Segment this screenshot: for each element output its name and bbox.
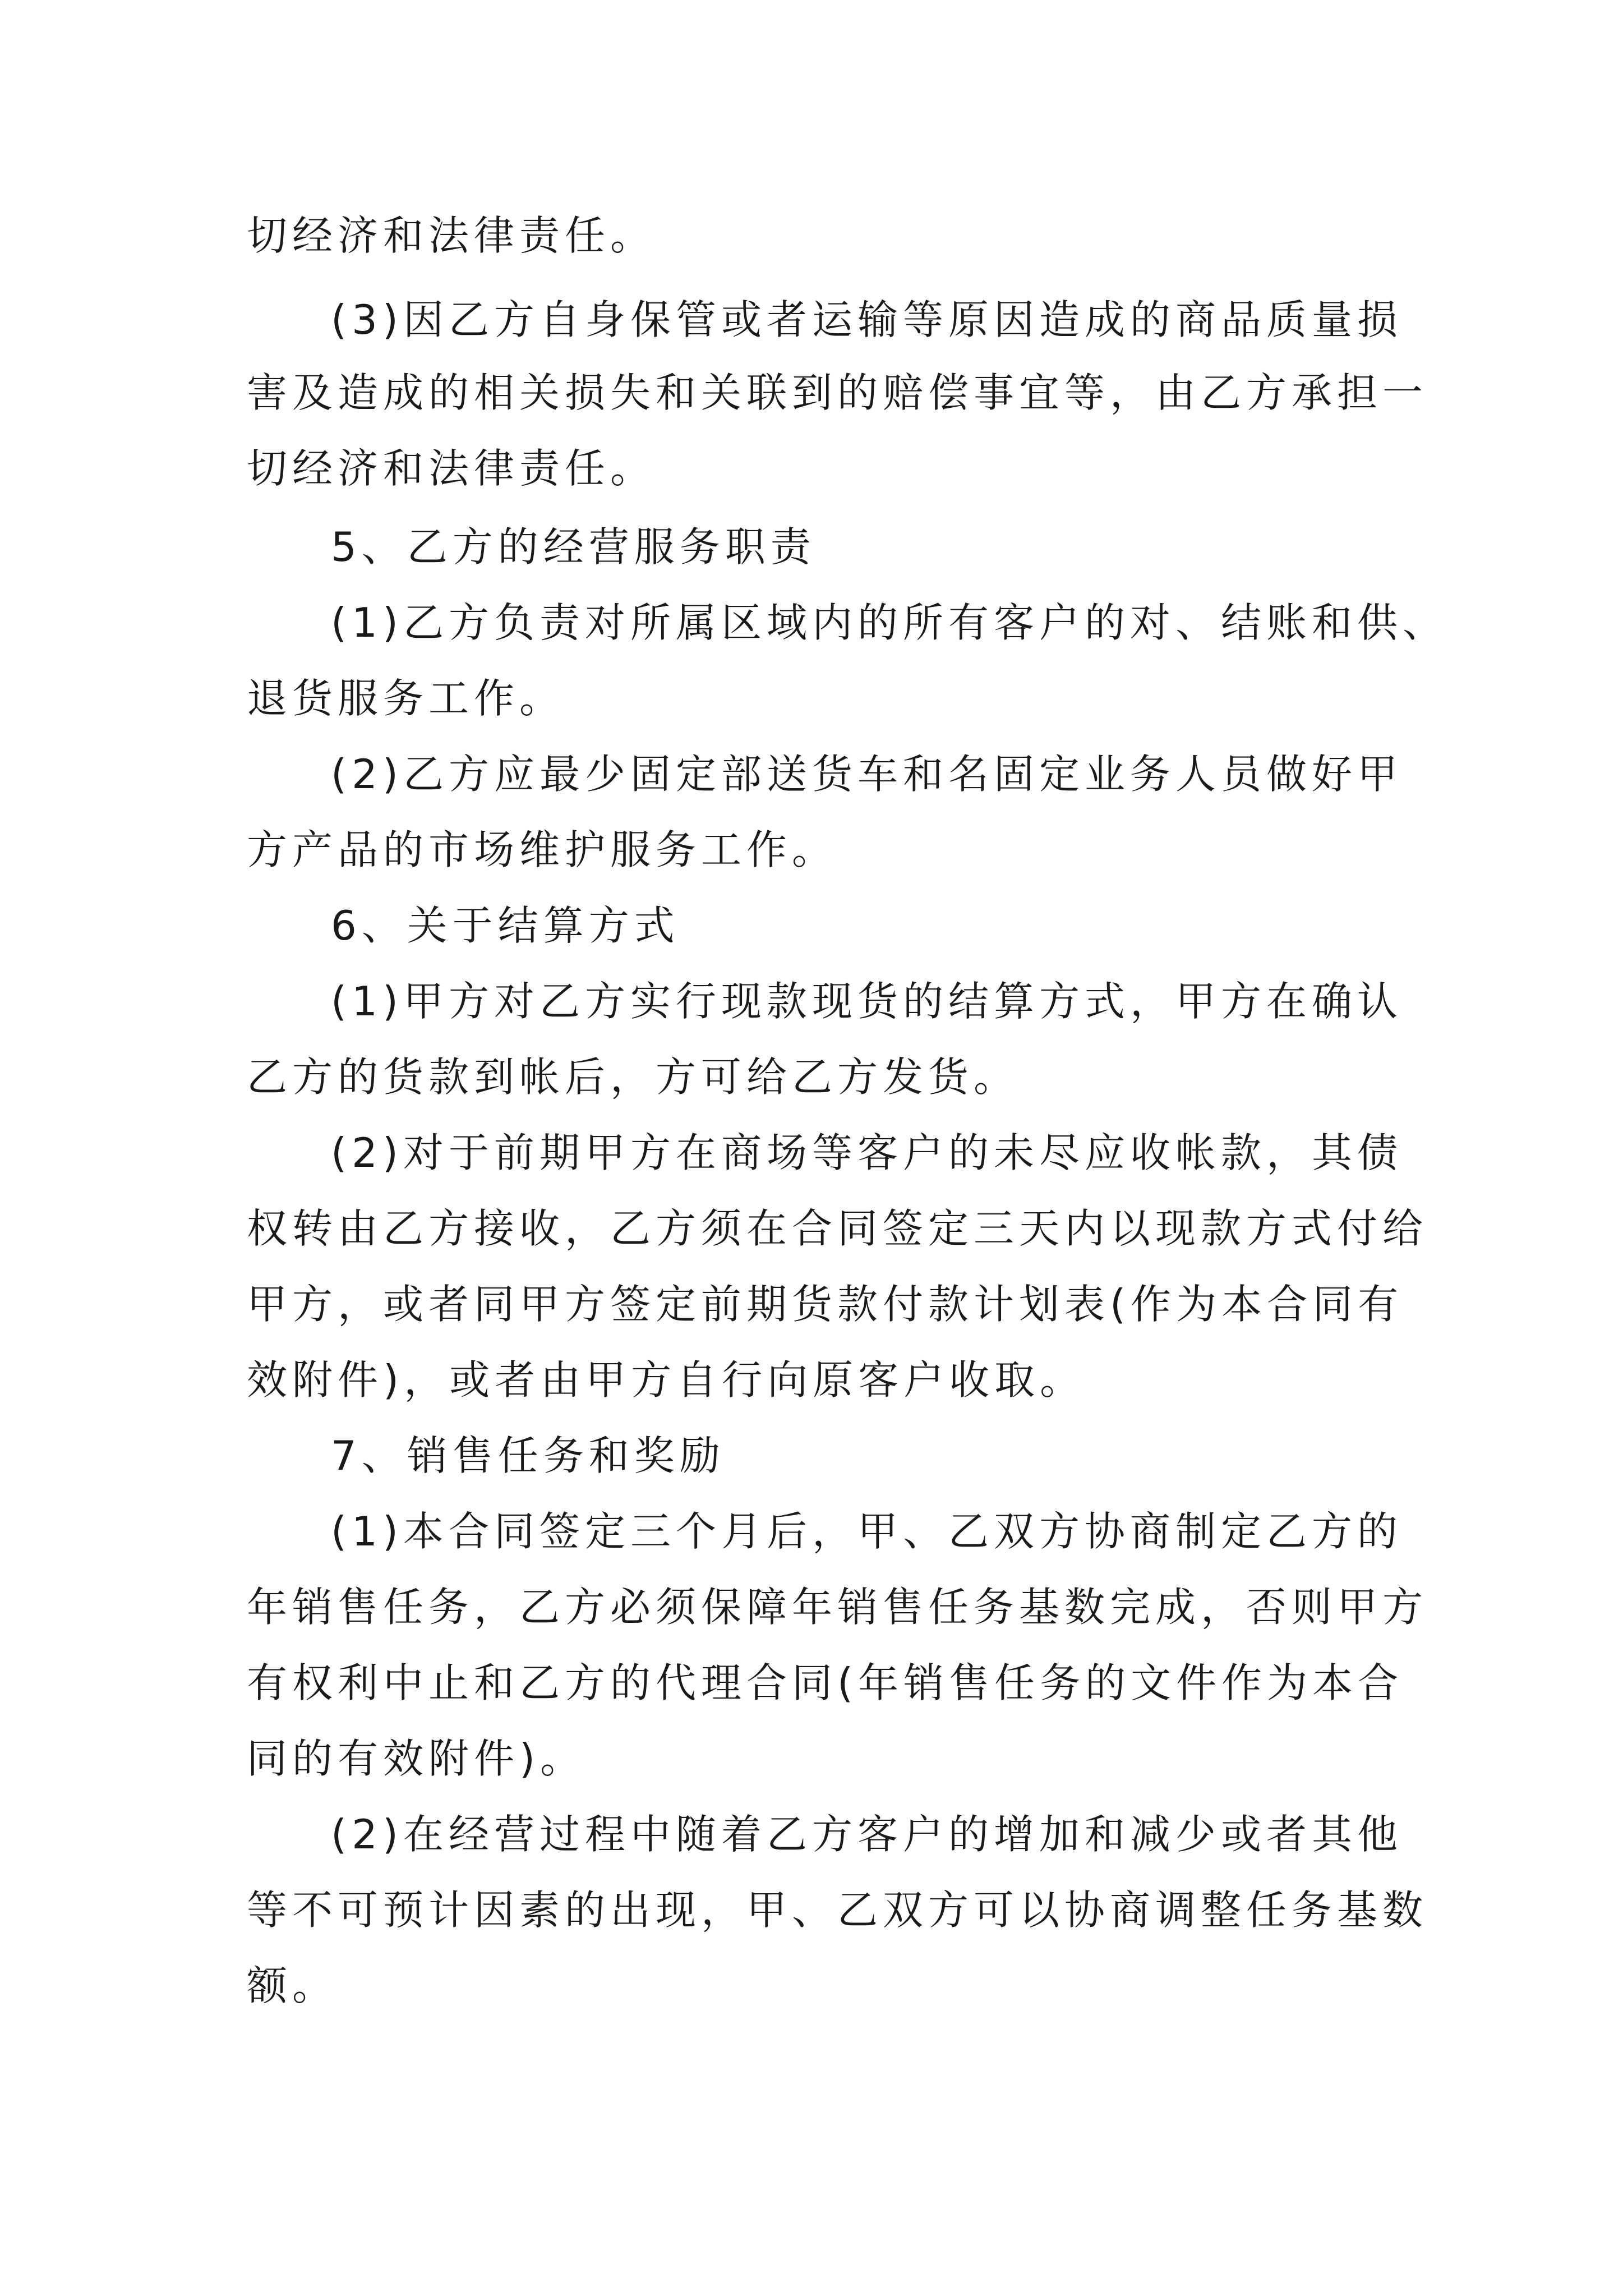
text-line: (1)本合同签定三个月后，甲、乙双方协商制定乙方的: [331, 1508, 1403, 1555]
text-line: 年销售任务，乙方必须保障年销售任务基数完成，否则甲方: [247, 1584, 1428, 1631]
text-line: 方产品的市场维护服务工作。: [247, 826, 838, 873]
text-line: 切经济和法律责任。: [247, 212, 656, 259]
text-line: 等不可预计因素的出现，甲、乙双方可以协商调整任务基数: [247, 1887, 1428, 1934]
text-line: (2)乙方应最少固定部送货车和名固定业务人员做好甲: [331, 751, 1403, 798]
text-line: 效附件)，或者由甲方自行向原客户收取。: [247, 1356, 1086, 1404]
text-line: (1)乙方负责对所属区域内的所有客户的对、结账和供、: [331, 599, 1448, 646]
text-line: 额。: [247, 1962, 338, 2009]
text-line: 有权利中止和乙方的代理合同(年销售任务的文件作为本合: [247, 1659, 1404, 1706]
text-line: 乙方的货款到帐后，方可给乙方发货。: [247, 1053, 1020, 1101]
text-line: 甲方，或者同甲方签定前期货款付款计划表(作为本合同有: [247, 1281, 1404, 1328]
text-line: 害及造成的相关损失和关联到的赔偿事宜等，由乙方承担一: [247, 369, 1428, 416]
section-heading: 5、乙方的经营服务职责: [331, 523, 816, 570]
text-line: 切经济和法律责任。: [247, 445, 656, 492]
text-line: 同的有效附件)。: [247, 1735, 586, 1782]
text-line: (2)在经营过程中随着乙方客户的增加和减少或者其他: [331, 1811, 1403, 1858]
text-line: (2)对于前期甲方在商场等客户的未尽应收帐款，其债: [331, 1129, 1403, 1176]
section-heading: 6、关于结算方式: [331, 902, 680, 949]
text-line: 权转由乙方接收，乙方须在合同签定三天内以现款方式付给: [247, 1205, 1428, 1252]
section-heading: 7、销售任务和奖励: [331, 1432, 725, 1479]
text-line: (3)因乙方自身保管或者运输等原因造成的商品质量损: [331, 296, 1403, 343]
text-line: 退货服务工作。: [247, 675, 565, 722]
text-line: (1)甲方对乙方实行现款现货的结算方式，甲方在确认: [331, 978, 1403, 1025]
